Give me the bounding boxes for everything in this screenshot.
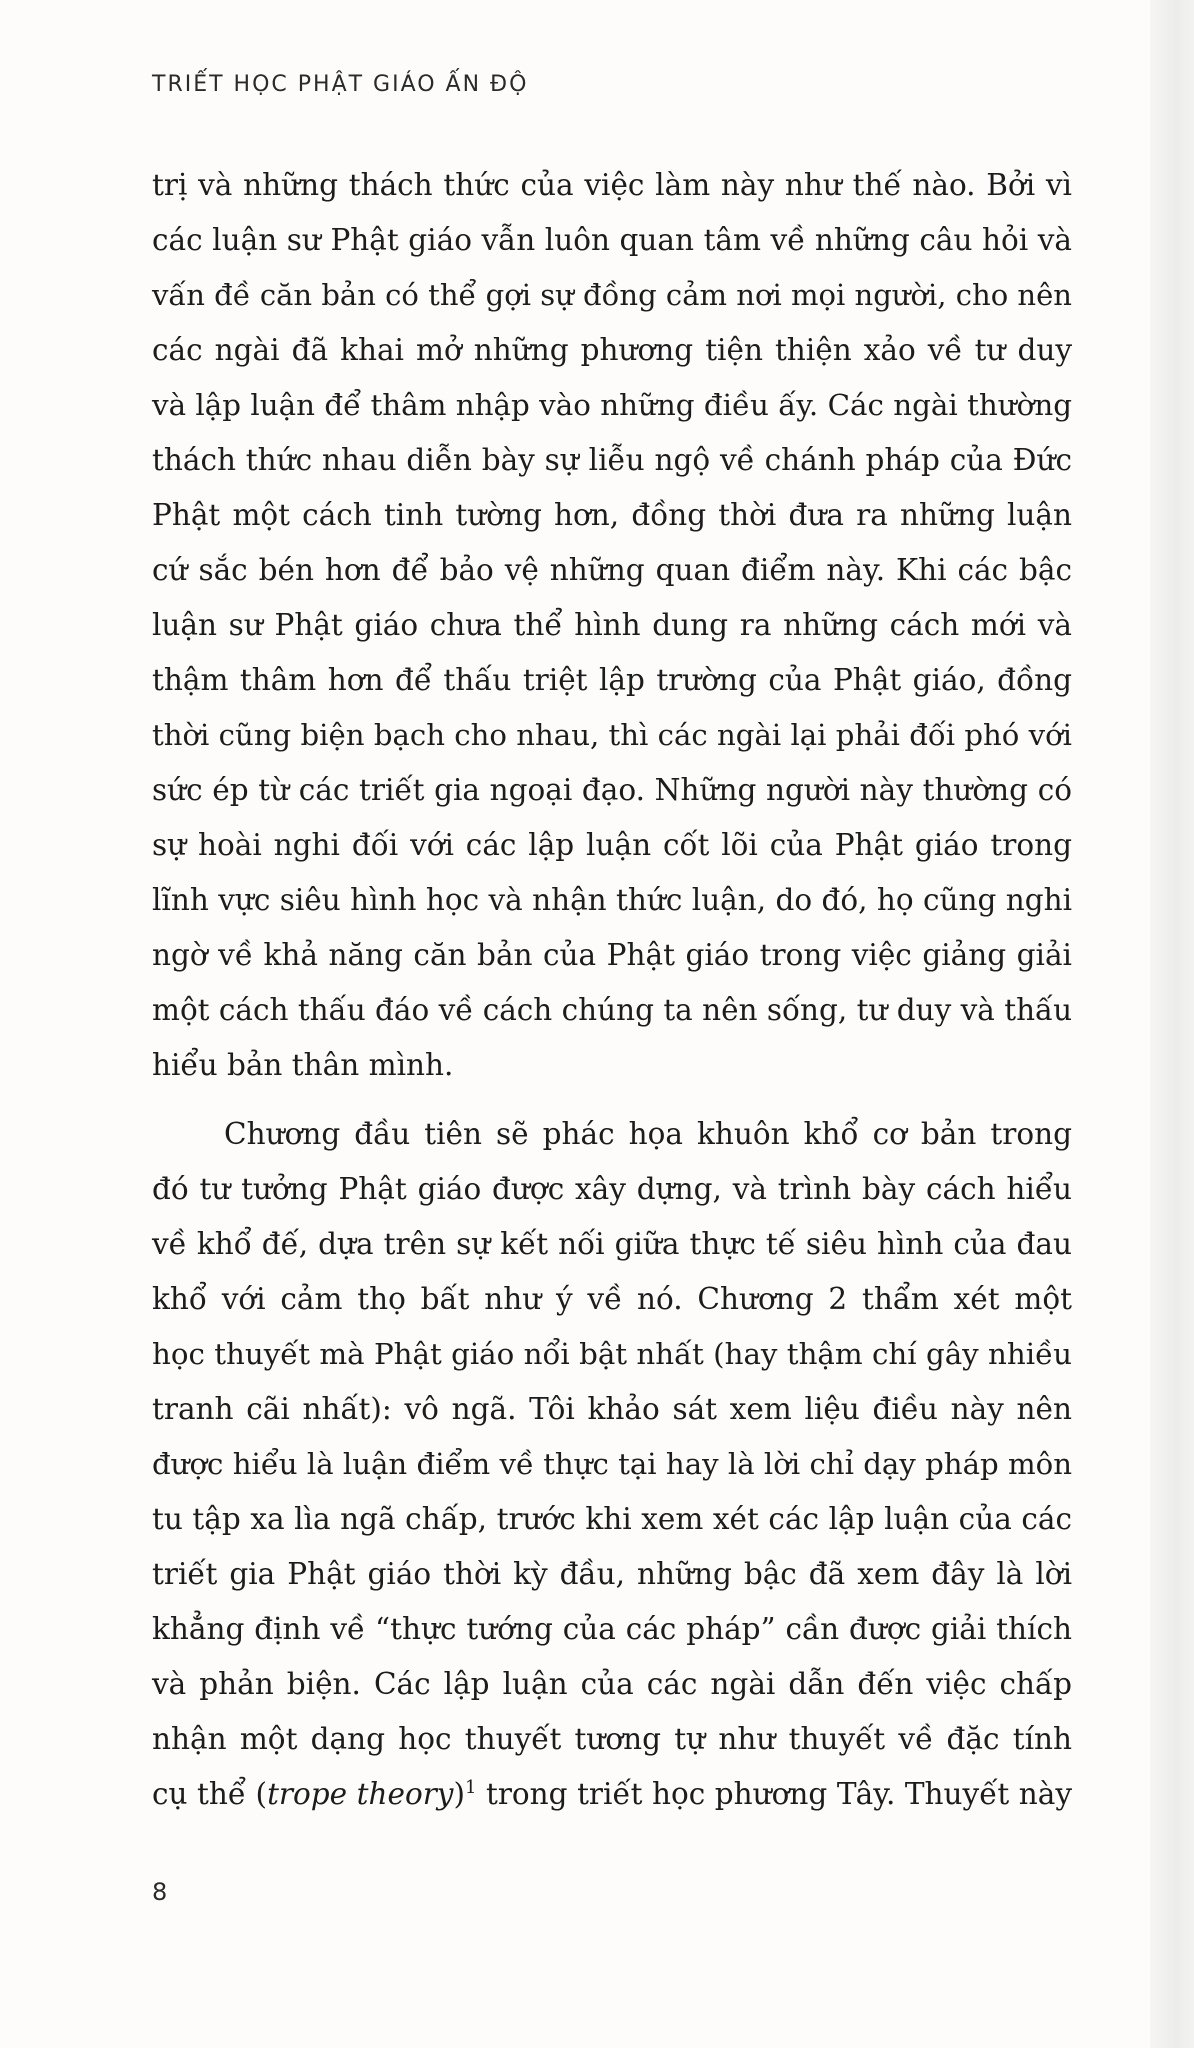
text-line: lĩnh vực siêu hình học và nhận thức luận, do đó, họ cũng nghi [152,883,1072,917]
text-segment: ) [453,1777,465,1811]
text-line: các luận sư Phật giáo vẫn luôn quan tâm về những câu hỏi và [152,223,1072,257]
text-line: Chương đầu tiên sẽ phác họa khuôn khổ cơ bản trong [224,1117,1072,1151]
text-line: và lập luận để thâm nhập vào những điều ấy. Các ngài thường [152,388,1072,422]
text-line: về khổ đế, dựa trên sự kết nối giữa thực tế siêu hình của đau [152,1227,1072,1261]
page-edge-shadow [1150,0,1194,2048]
text-line: thời cũng biện bạch cho nhau, thì các ngài lại phải đối phó với [152,718,1072,752]
text-line: Phật một cách tinh tường hơn, đồng thời đưa ra những luận [152,498,1072,532]
text-line [152,1767,1072,1822]
footnote-marker: 1 [465,1777,477,1799]
paragraph-2 [152,1107,1072,1822]
text-line: thậm thâm hơn để thấu triệt lập trường của Phật giáo, đồng [152,663,1072,697]
text-line: các ngài đã khai mở những phương tiện thiện xảo về tư duy [152,333,1072,367]
text-line: cứ sắc bén hơn để bảo vệ những quan điểm này. Khi các bậc [152,553,1072,587]
text-line: đó tư tưởng Phật giáo được xây dựng, và trình bày cách hiểu [152,1172,1072,1206]
text-line: được hiểu là luận điểm về thực tại hay là lời chỉ dạy pháp môn [152,1447,1072,1481]
text-line: ngờ về khả năng căn bản của Phật giáo trong việc giảng giải [152,938,1072,972]
italic-term: trope theory [267,1777,454,1811]
text-line: và phản biện. Các lập luận của các ngài dẫn đến việc chấp [152,1667,1072,1701]
text-line: vấn đề căn bản có thể gợi sự đồng cảm nơi mọi người, cho nên [152,278,1072,312]
body-text [152,158,1072,1822]
text-line: sức ép từ các triết gia ngoại đạo. Những người này thường có [152,773,1072,807]
page-number: 8 [152,1878,168,1906]
text-line: khổ với cảm thọ bất như ý về nó. Chương 2 thẩm xét một [152,1282,1072,1316]
text-line: hiểu bản thân mình. [152,1048,454,1082]
text-segment: trong triết học phương Tây. Thuyết này [476,1777,1072,1811]
text-line: tranh cãi nhất): vô ngã. Tôi khảo sát xem liệu điều này nên [152,1392,1072,1426]
text-line: sự hoài nghi đối với các lập luận cốt lõi của Phật giáo trong [152,828,1072,862]
text-line: khẳng định về “thực tướng của các pháp” cần được giải thích [152,1612,1072,1646]
text-line: nhận một dạng học thuyết tương tự như thuyết về đặc tính [152,1722,1072,1756]
text-line: luận sư Phật giáo chưa thể hình dung ra những cách mới và [152,608,1072,642]
running-header: TRIẾT HỌC PHẬT GIÁO ẤN ĐỘ [152,72,529,97]
text-line: thách thức nhau diễn bày sự liễu ngộ về chánh pháp của Đức [152,443,1072,477]
text-line: triết gia Phật giáo thời kỳ đầu, những bậc đã xem đây là lời [152,1557,1072,1591]
text-segment: cụ thể ( [152,1777,268,1811]
text-line: trị và những thách thức của việc làm này như thế nào. Bởi vì [152,168,1072,202]
text-line: một cách thấu đáo về cách chúng ta nên sống, tư duy và thấu [152,993,1073,1027]
paragraph-1 [152,158,1072,1093]
text-line: tu tập xa lìa ngã chấp, trước khi xem xét các lập luận của các [152,1502,1072,1536]
text-line: học thuyết mà Phật giáo nổi bật nhất (hay thậm chí gây nhiều [152,1337,1072,1371]
